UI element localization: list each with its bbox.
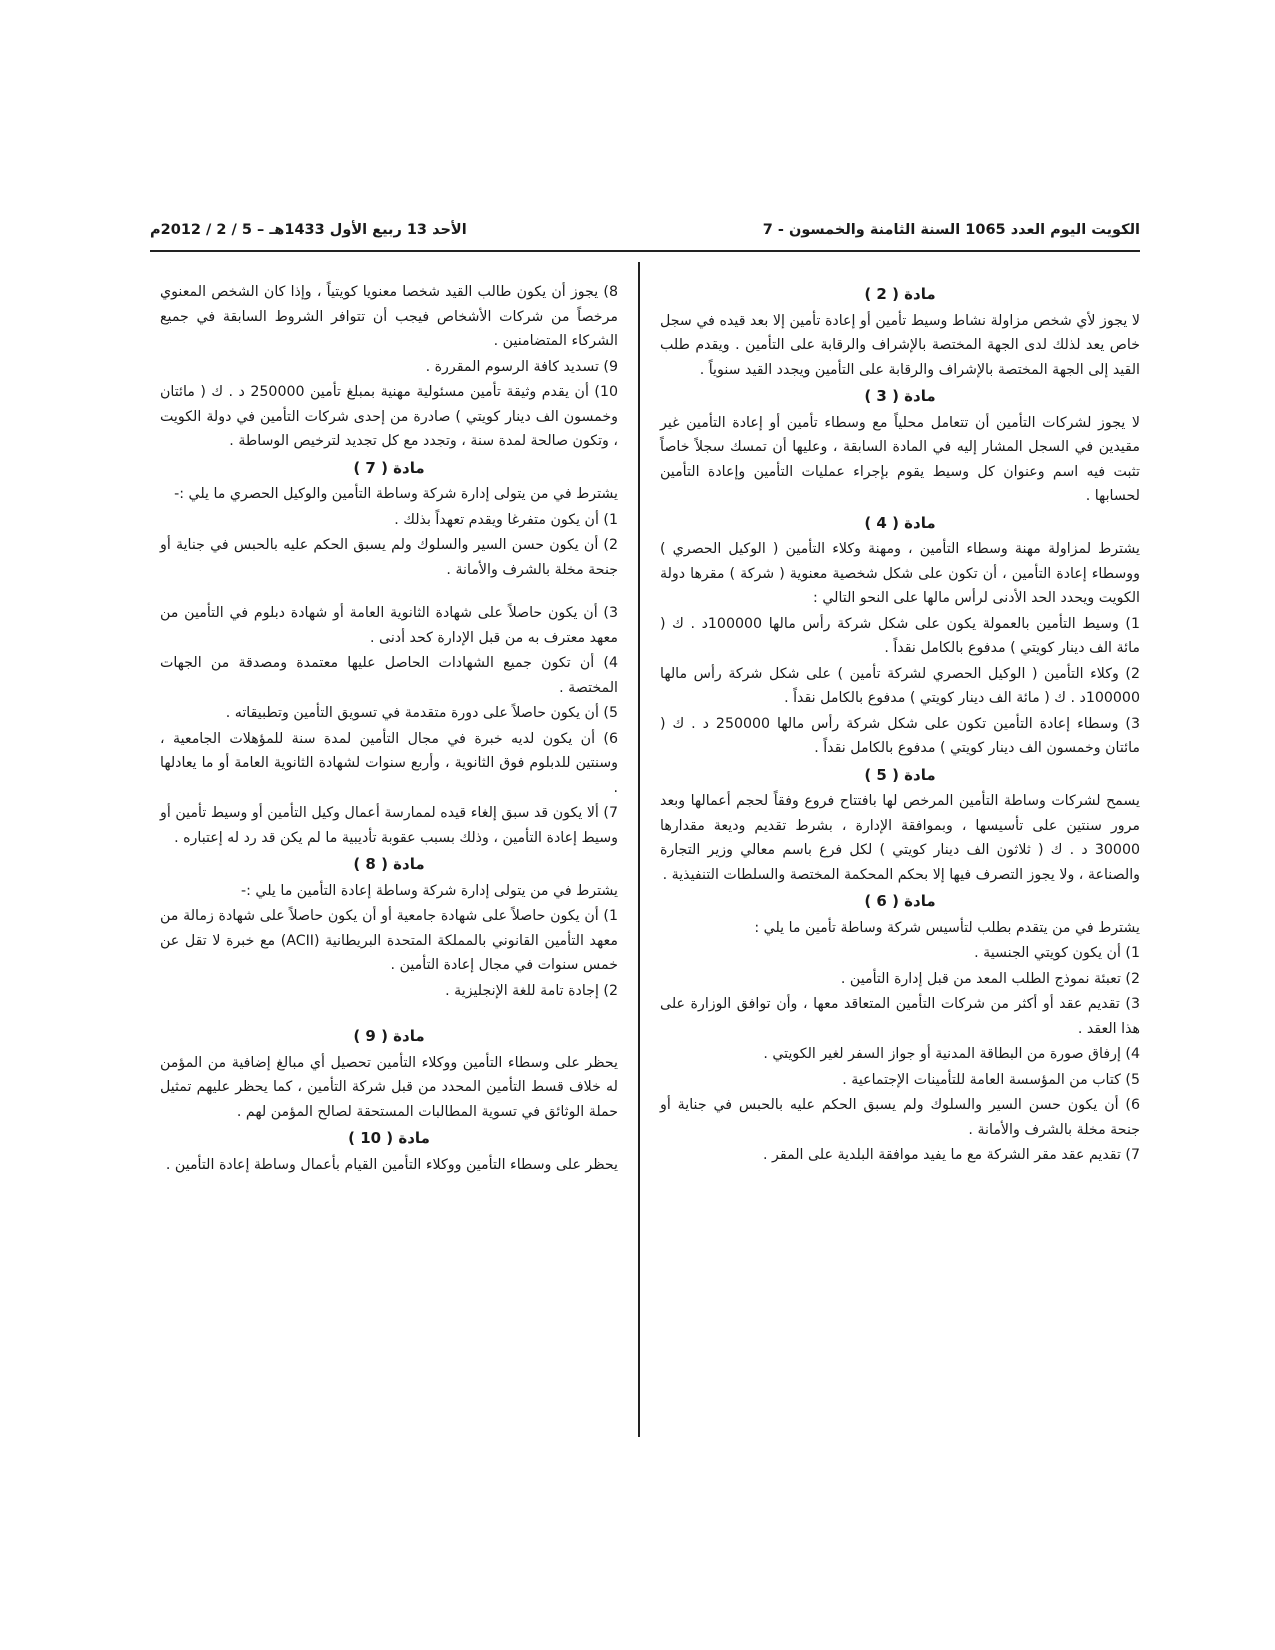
column-divider <box>638 262 640 1437</box>
article-5-heading: مادة ( 5 ) <box>864 765 936 784</box>
article-2-text: لا يجوز لأي شخص مزاولة نشاط وسيط تأمين أو إعادة تأمين إلا بعد قيده في سجل خاص يعد لذلك لدى الجهة المختصة بالإشراف والرقابة على التأمين . ويقدم طلب القيد إلى الجهة المختصة بالإشراف والرقابة على التأمين ويجدد القيد سنوياً . <box>660 312 1140 378</box>
article-8-heading: مادة ( 8 ) <box>353 855 425 873</box>
article-10-text: يحظر على وسطاء التأمين ووكلاء التأمين القيام بأعمال وساطة إعادة التأمين . <box>165 1156 618 1173</box>
article-10-heading: مادة ( 10 ) <box>348 1129 430 1147</box>
right-column <box>660 280 1140 1169</box>
article-8-item-1: 1) أن يكون حاصلاً على شهادة جامعية أو أن يكون حاصلاً على شهادة زمالة من معهد التأمين القانوني بالمملكة المتحدة البريطانية (ACII) مع خبرة لا تقل عن خمس سنوات في مجال إعادة التأمين . <box>160 908 618 973</box>
page-header <box>150 218 1140 246</box>
article-6-item-3: 3) تقديم عقد أو أكثر من شركات التأمين المتعاقد معها ، وأن توافق الوزارة على هذا العقد . <box>660 996 1140 1037</box>
article-6-item-10: 10) أن يقدم وثيقة تأمين مسئولية مهنية بمبلغ تأمين 250000 د . ك ( مائتان وخمسون الف دينار كويتي ) صادرة من إحدى شركات التأمين في دولة الكويت ، وتكون صالحة لمدة سنة ، وتجدد مع كل تجديد لترخيص الوساطة . <box>160 384 618 449</box>
article-4-heading: مادة ( 4 ) <box>864 513 936 532</box>
article-7-item-6: 6) أن يكون لديه خبرة في مجال التأمين لمدة سنة للمؤهلات الجامعية ، وسنتين للدبلوم فوق الثانوية ، وأربع سنوات لشهادة الثانوية العامة أو ما يعادلها . <box>160 730 618 796</box>
paragraph-gap <box>160 583 618 601</box>
article-6-item-8: 8) يجوز أن يكون طالب القيد شخصا معنويا كويتياً ، وإذا كان الشخص المعنوي مرخصاً من شركات الأشخاص فيجب أن تتوافر الشروط السابقة في جميع الشركاء المتضامنين . <box>160 284 618 349</box>
article-6-item-4: 4) إرفاق صورة من البطاقة المدنية أو جواز السفر لغير الكويتي . <box>763 1046 1140 1062</box>
paragraph-gap <box>160 1004 618 1022</box>
article-4-item-2: 2) وكلاء التأمين ( الوكيل الحصري لشركة تأمين ) على شكل شركة رأس مالها 100000د . ك ( مائة الف دينار كويتي ) مدفوع بالكامل نقداً . <box>660 665 1140 706</box>
article-7-item-1: 1) أن يكون متفرغا ويقدم تعهداً بذلك . <box>394 511 618 528</box>
article-8-item-2: 2) إجادة تامة للغة الإنجليزية . <box>445 982 618 999</box>
article-6-item-9: 9) تسديد كافة الرسوم المقررة . <box>425 358 618 375</box>
article-3-text: لا يجوز لشركات التأمين أن تتعامل محلياً مع وسطاء تأمين أو إعادة التأمين غير مقيدين في السجل المشار إليه في المادة السابقة ، وعليها أن تمسك سجلاً خاصاً تثبت فيه اسم وعنوان كل وسيط يقوم بإجراء عمليات التأمين وإعادة التأمين لحسابها . <box>660 414 1140 504</box>
article-3-heading: مادة ( 3 ) <box>864 387 936 405</box>
article-6-item-7: 7) تقديم عقد مقر الشركة مع ما يفيد موافقة البلدية على المقر . <box>762 1147 1140 1163</box>
article-6-item-2: 2) تعبئة نموذج الطلب المعد من قبل إدارة التأمين . <box>840 970 1140 987</box>
article-6-item-5: 5) كتاب من المؤسسة العامة للتأمينات الإجتماعية . <box>842 1071 1140 1088</box>
article-7-item-3: 3) أن يكون حاصلاً على شهادة الثانوية العامة أو شهادة دبلوم في التأمين من معهد معترف به من قبل الإدارة كحد أدنى . <box>160 605 618 646</box>
article-6-text: يشترط في من يتقدم بطلب لتأسيس شركة وساطة تأمين ما يلي : <box>754 919 1140 936</box>
article-6-item-6: 6) أن يكون حسن السير والسلوك ولم يسبق الحكم عليه بالحبس في جناية أو جنحة مخلة بالشرف والأمانة . <box>660 1097 1140 1138</box>
article-9-heading: مادة ( 9 ) <box>353 1027 425 1045</box>
article-7-item-2: 2) أن يكون حسن السير والسلوك ولم يسبق الحكم عليه بالحبس في جناية أو جنحة مخلة بالشرف والأمانة . <box>160 537 618 578</box>
article-9-text: يحظر على وسطاء التأمين ووكلاء التأمين تحصيل أي مبالغ إضافية من المؤمن له خلاف قسط التأمين المحدد من قبل شركة التأمين ، كما يحظر عليهم تمثيل حملة الوثائق في تسوية المطالبات المستحقة لصالح المؤمن لهم . <box>160 1054 618 1120</box>
article-7-text: يشترط في من يتولى إدارة شركة وساطة التأمين والوكيل الحصري ما يلي :- <box>174 486 618 502</box>
header-rule <box>150 250 1140 252</box>
article-2-heading: مادة ( 2 ) <box>864 285 936 303</box>
article-8-text: يشترط في من يتولى إدارة شركة وساطة إعادة التأمين ما يلي :- <box>240 882 618 899</box>
article-7-item-4: 4) أن تكون جميع الشهادات الحاصل عليها معتمدة ومصدقة من الجهات المختصة . <box>160 655 618 696</box>
article-7-heading: مادة ( 7 ) <box>353 458 425 477</box>
left-column <box>160 280 618 1178</box>
article-7-item-7: 7) ألا يكون قد سبق إلغاء قيده لممارسة أعمال وكيل التأمين أو وسيط تأمين أو وسيط إعادة التأمين ، وذلك بسبب عقوبة تأديبية ما لم يكن قد رد له إعتباره . <box>160 805 618 846</box>
article-5-text: يسمح لشركات وساطة التأمين المرخص لها بافتتاح فروع وفقاً لحجم أعمالها وبعد مرور سنتين على تأسيسها ، وبموافقة الإدارة ، بشرط تقديم وديعة مقدارها 30000 د . ك ( ثلاثون الف دينار كويتي ) لكل فرع باسم معالي وزير التجارة والصناعة ، ولا يجوز التصرف فيها إلا بحكم المحكمة المختصة والسلطات التنفيذية . <box>660 793 1140 883</box>
article-6-item-1: 1) أن يكون كويتي الجنسية . <box>974 945 1140 961</box>
article-6-heading: مادة ( 6 ) <box>864 892 936 910</box>
article-4-text: يشترط لمزاولة مهنة وسطاء التأمين ، ومهنة وكلاء التأمين ( الوكيل الحصري ) ووسطاء إعادة التأمين ، أن تكون على شكل شخصية معنوية ( شركة ) مقرها دولة الكويت ويحدد الحد الأدنى لرأس مالها على النحو التالي : <box>660 541 1140 606</box>
header-date: الأحد 13 ربيع الأول 1433هـ – 5 / 2 / 2012م <box>150 222 467 238</box>
article-4-item-3: 3) وسطاء إعادة التأمين تكون على شكل شركة رأس مالها 250000 د . ك ( مائتان وخمسون الف دينار كويتي ) مدفوع بالكامل نقداً . <box>660 715 1140 756</box>
article-4-item-1: 1) وسيط التأمين بالعمولة يكون على شكل شركة رأس مالها 100000د . ك ( مائة الف دينار كويتي ) مدفوع بالكامل نقداً . <box>660 615 1140 656</box>
header-issue-info: الكويت اليوم العدد 1065 السنة الثامنة والخمسون - 7 <box>762 222 1140 238</box>
article-7-item-5: 5) أن يكون حاصلاً على دورة متقدمة في تسويق التأمين وتطبيقاته . <box>225 705 618 721</box>
